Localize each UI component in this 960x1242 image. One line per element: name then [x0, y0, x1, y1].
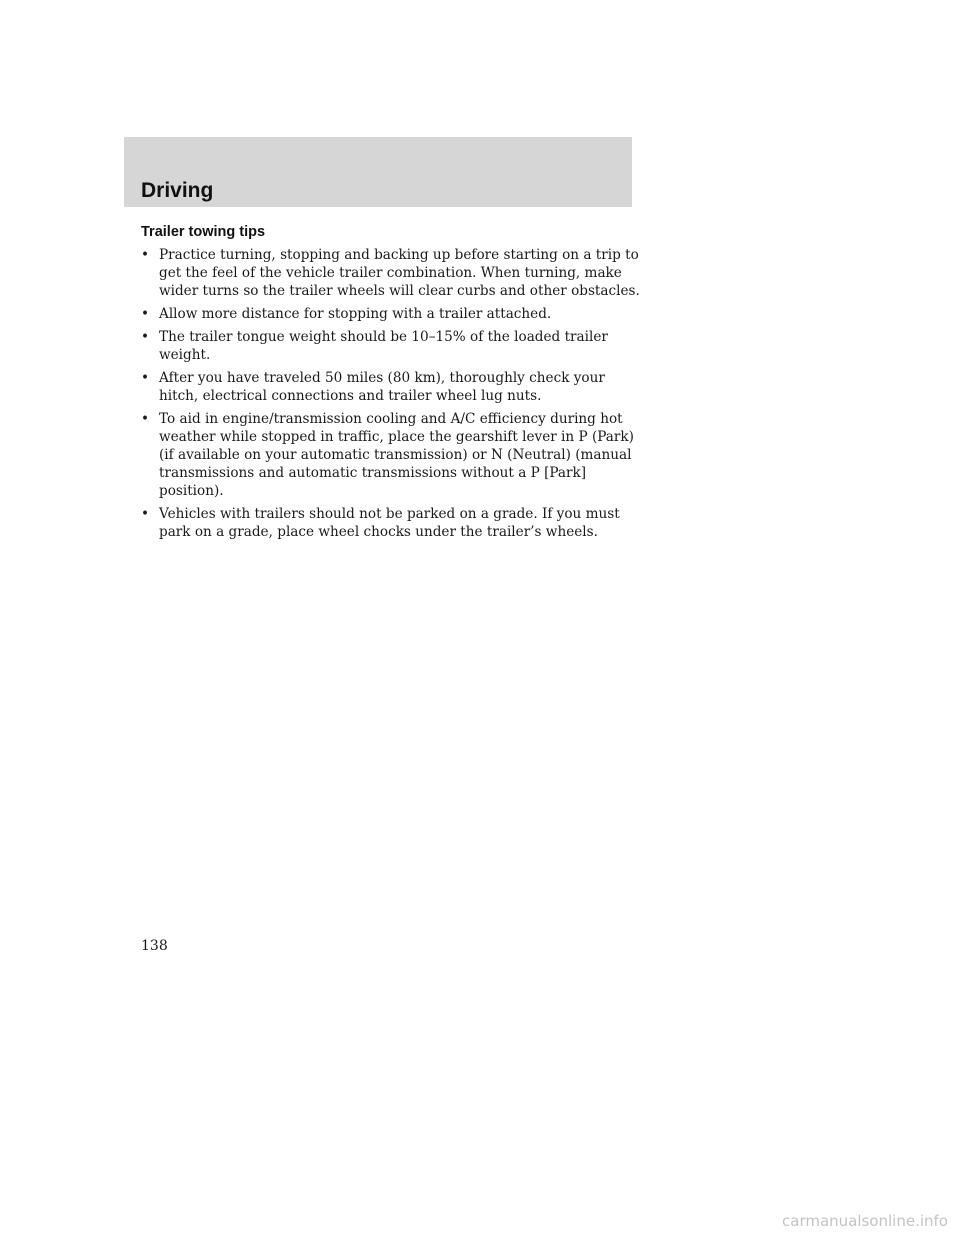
tip-text: To aid in engine/transmission cooling and A/C efficiency during hot weather while stopped in traffic, place the gearshift lever in P (Park) (if available on your automatic transmission) or N (Neutral) (manual transmissions and automatic transmissions without a P [Park] position). — [159, 411, 634, 499]
list-item — [141, 505, 641, 541]
page-number: 138 — [141, 938, 168, 954]
list-item — [141, 410, 641, 500]
watermark: carmanualsonline.info — [782, 1212, 948, 1230]
bullet-icon: • — [141, 506, 150, 522]
tips-list — [141, 246, 641, 541]
list-item — [141, 369, 641, 405]
tip-text: Allow more distance for stopping with a trailer attached. — [159, 306, 552, 322]
bullet-icon: • — [141, 411, 150, 427]
tip-text: The trailer tongue weight should be 10–15% of the loaded trailer weight. — [159, 329, 608, 363]
bullet-icon: • — [141, 329, 150, 345]
tip-text: Vehicles with trailers should not be parked on a grade. If you must park on a grade, place wheel chocks under the trailer’s wheels. — [159, 506, 620, 540]
list-item — [141, 305, 641, 323]
list-item — [141, 328, 641, 364]
bullet-icon: • — [141, 247, 150, 263]
bullet-icon: • — [141, 370, 150, 386]
page-content — [141, 222, 641, 546]
chapter-title: Driving — [141, 179, 214, 202]
tip-text: Practice turning, stopping and backing up before starting on a trip to get the feel of the vehicle trailer combination. When turning, make wider turns so the trailer wheels will clear curbs and other obstacles. — [159, 247, 640, 299]
tip-text: After you have traveled 50 miles (80 km), thoroughly check your hitch, electrical connections and trailer wheel lug nuts. — [159, 370, 605, 404]
section-heading: Trailer towing tips — [141, 224, 266, 240]
list-item — [141, 246, 641, 300]
section-header-band — [124, 137, 632, 207]
bullet-icon: • — [141, 306, 150, 322]
